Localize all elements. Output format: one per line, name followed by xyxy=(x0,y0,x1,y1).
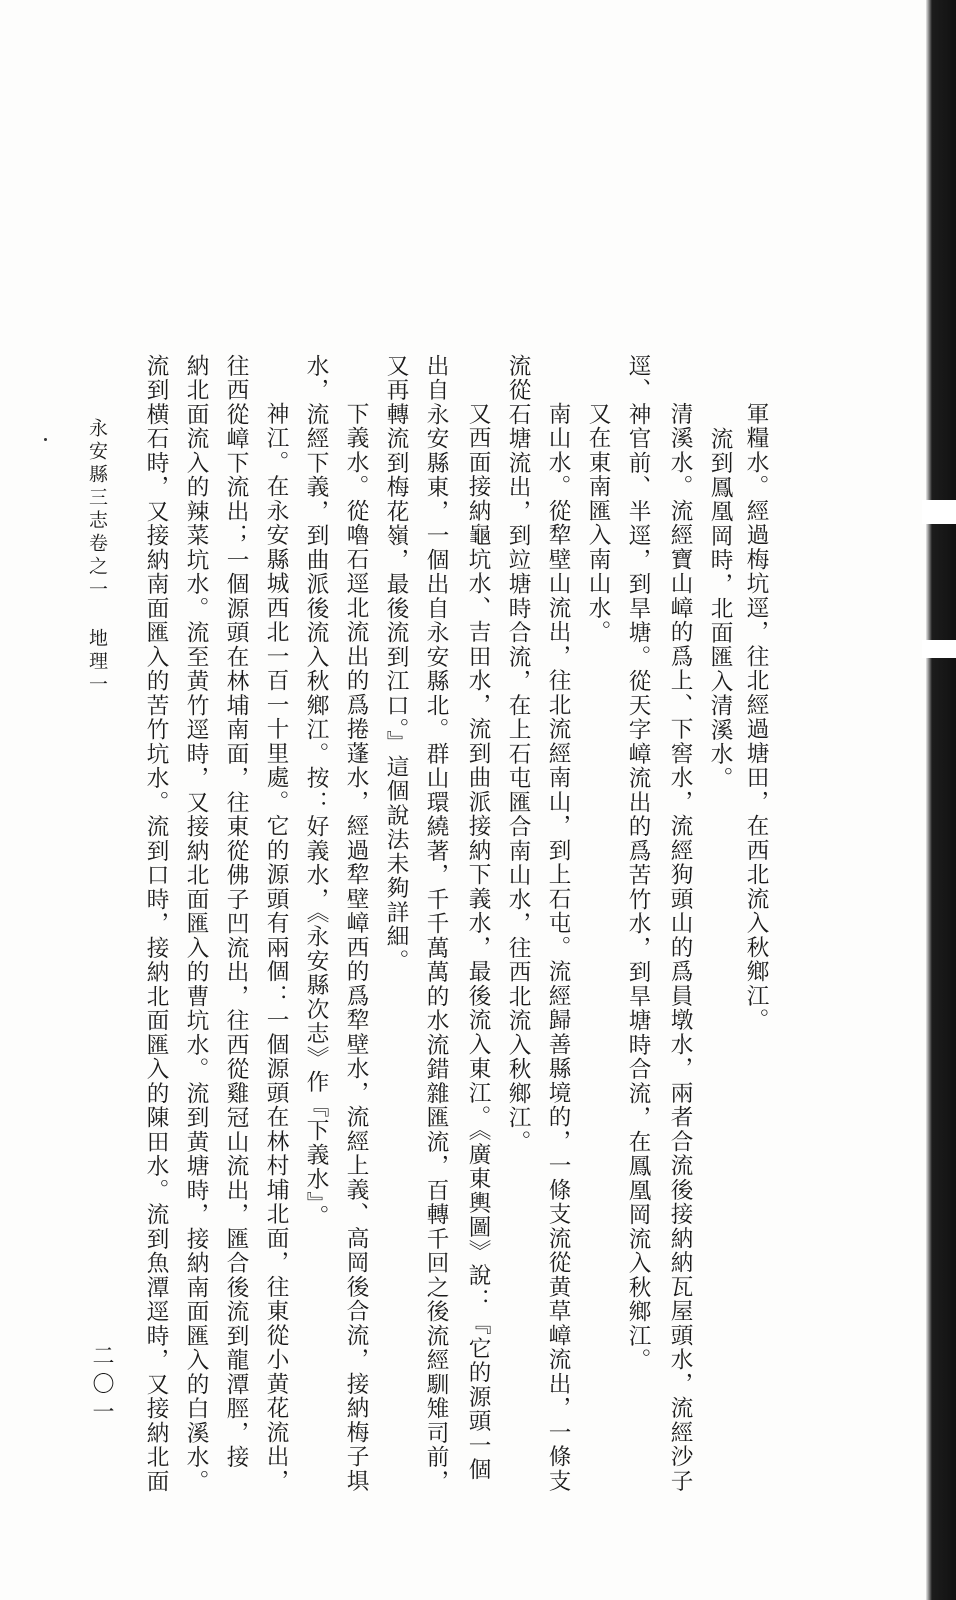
text-column: 清溪水。流經寶山嶂的爲上、下窖水，流經狗頭山的爲員墩水，兩者合流後接納納瓦屋頭水，流經沙子 xyxy=(667,402,693,1494)
text-column: 又再轉流到梅花嶺，最後流到江口。』這個說法未夠詳細。 xyxy=(383,354,409,974)
running-header xyxy=(84,418,111,697)
text-column: 逕、神官前、半逕，到旱塘。從天字嶂流出的爲苦竹水，到旱塘時合流，在鳳凰岡流入秋鄉江。 xyxy=(625,354,651,1373)
page-number: 二〇一 xyxy=(89,1344,114,1428)
text-column: 又在東南匯入南山水。 xyxy=(585,402,611,645)
text-column: 水，流經下義，到曲派後流入秋鄉江。按：好義水，《永安縣次志》作『下義水』。 xyxy=(303,354,329,1229)
text-column: 流到横石時，又接納南面匯入的苦竹坑水。流到口時，接納北面匯入的陳田水。流到魚潭逕時，又接納北面 xyxy=(143,354,169,1494)
text-column: 流到鳳凰岡時，北面匯入清溪水。 xyxy=(707,427,733,791)
text-column: 軍糧水。經過梅坑逕，往北經過塘田，在西北流入秋鄉江。 xyxy=(743,402,769,1033)
section-title: 地理一 xyxy=(86,628,108,697)
text-column: 流從石塘流出，到竝塘時合流，在上石屯匯合南山水，往西北流入秋鄉江。 xyxy=(505,354,531,1155)
text-column: 出自永安縣東，一個出自永安縣北。群山環繞著，千千萬萬的水流錯雜匯流，百轉千回之後流經馴雉司前， xyxy=(423,354,449,1494)
book-title: 永安縣三志卷之一 xyxy=(86,418,108,602)
text-column: 下義水。從嚕石逕北流出的爲捲蓬水，經過犂壁嶂西的爲犂壁水，流經上義、高岡後合流，接納梅子埧 xyxy=(343,402,369,1494)
text-column: 又西面接納龜坑水、吉田水，流到曲派接納下義水，最後流入東江。《廣東輿圖》說：『它的源頭一個 xyxy=(465,402,491,1482)
text-column: 南山水。從犂壁山流出，往北流經南山，到上石屯。流經歸善縣境的，一條支流從黄草嶂流出，一條支 xyxy=(545,402,571,1494)
text-column: 往西從嶂下流出；一個源頭在林埔南面，往東從佛子凹流出，往西從雞冠山流出，匯合後流到龍潭脛，接 xyxy=(223,354,249,1470)
text-column: 神江。在永安縣城西北一百一十里處。它的源頭有兩個：一個源頭在林村埔北面，往東從小黄花流出， xyxy=(263,402,289,1494)
speck xyxy=(44,438,47,441)
text-column: 納北面流入的辣菜坑水。流至黄竹逕時，又接納北面匯入的曹坑水。流到黄塘時，接納南面匯入的白溪水。 xyxy=(183,354,209,1494)
scan-dark-edge xyxy=(926,0,956,1600)
